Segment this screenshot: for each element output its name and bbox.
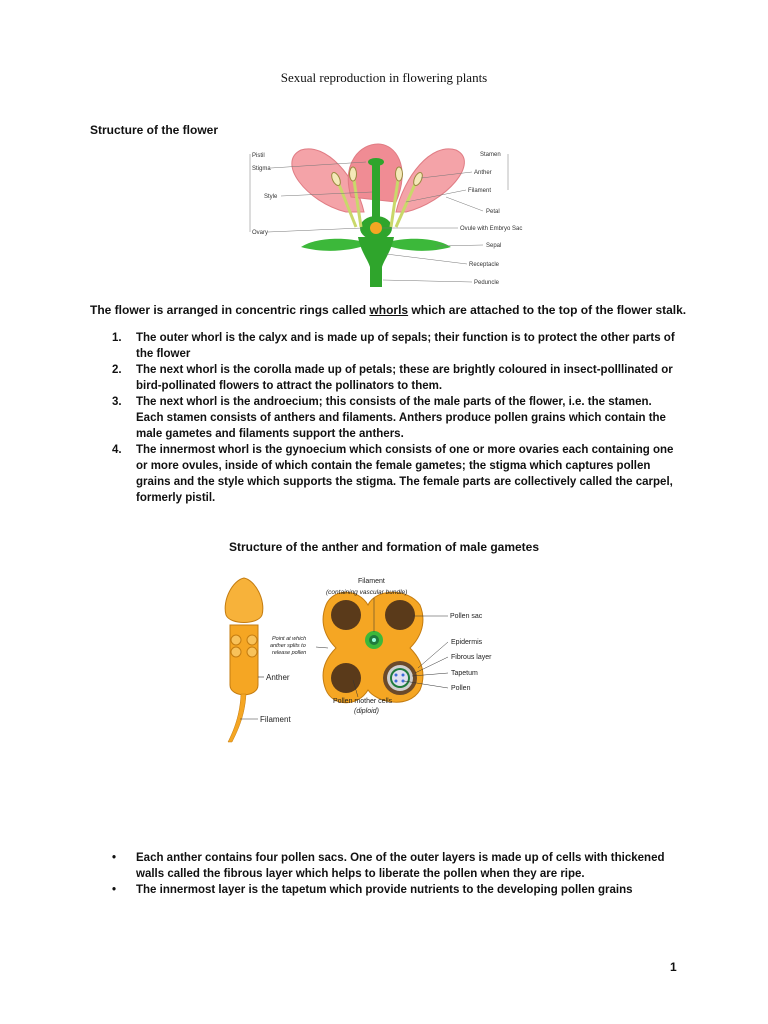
label-stigma: Stigma xyxy=(252,166,271,172)
label-filament: Filament xyxy=(260,715,291,724)
label-pistil: Pistil xyxy=(252,153,265,159)
label-epidermis: Epidermis xyxy=(451,639,483,646)
list-item: 3. The next whorl is the androecium; this consists of the male parts of the flower, i.e. the stamen. Each stamen consists of anthers and filaments. Anthers produce pollen grains which contain the male gametes and filaments support the anthers. xyxy=(112,396,666,440)
right-sepal xyxy=(388,239,451,251)
label-diploid: (diploid) xyxy=(354,708,379,715)
section-heading-anther: Structure of the anther and formation of male gametes xyxy=(228,540,540,554)
label-mother-cells: Pollen mother cells xyxy=(333,698,393,705)
label-style: Style xyxy=(264,194,278,200)
stigma xyxy=(368,158,384,166)
label-anther: Anther xyxy=(266,673,290,682)
list-item: 4. The innermost whorl is the gynoecium which consists of one or more ovaries each containing one or more ovules, inside of which contain the female gametes; the stigma which captures pollen grains and the style which supports the stigma. The female parts are collectively called the carpel, formerly pistil. xyxy=(112,444,674,504)
label-receptacle: Receptacle xyxy=(469,262,500,268)
flower-diagram xyxy=(246,142,523,292)
label-fibrous: Fibrous layer xyxy=(451,654,492,661)
label-ovary: Ovary xyxy=(252,230,269,236)
list-item: 1. The outer whorl is the calyx and is made up of sepals; their function is to protect the other parts of the flower xyxy=(112,332,675,360)
label-pollen: Pollen xyxy=(451,685,471,692)
label-filament: Filament xyxy=(468,188,492,194)
left-sepal xyxy=(301,239,364,251)
pollen-sac-tr xyxy=(385,600,415,630)
whorls-keyword: whorls xyxy=(369,303,409,317)
label-petal: Petal xyxy=(486,209,500,215)
anther-r1 xyxy=(396,167,403,181)
pollen-sac-bl xyxy=(331,663,361,693)
document-title: Sexual reproduction in flowering plants xyxy=(280,70,488,85)
label-pollen-sac: Pollen sac xyxy=(450,613,483,620)
label-split-2: anther splits to xyxy=(270,643,306,649)
list-item: • The innermost layer is the tapetum which provide nutrients to the developing pollen grains xyxy=(112,884,633,896)
list-item: • Each anther contains four pollen sacs. One of the outer layers is made up of cells with thickened walls called the fibrous layer which helps to liberate the pollen when they are ripe. xyxy=(112,852,665,880)
anther-bullet-list xyxy=(90,850,690,898)
label-split-3: release pollen xyxy=(272,650,307,656)
filament-3d xyxy=(228,694,246,742)
label-tapetum: Tapetum xyxy=(451,670,478,677)
anther-diagram xyxy=(208,570,528,750)
label-ovule: Ovule with Embryo Sac xyxy=(460,226,523,232)
receptacle xyxy=(358,237,394,287)
label-anther: Anther xyxy=(474,170,492,176)
label-filament-top: Filament xyxy=(358,578,385,585)
intro-paragraph: The flower is arranged in concentric rings called whorls which are attached to the top of the flower stalk. xyxy=(90,303,687,317)
section-heading-flower: Structure of the flower xyxy=(90,123,219,137)
label-stamen: Stamen xyxy=(480,152,501,158)
label-sepal: Sepal xyxy=(486,243,502,249)
pollen-sac-tl xyxy=(331,600,361,630)
list-item: 2. The next whorl is the corolla made up of petals; these are brightly coloured in insect-polllinated or bird-pollinated flowers to attract the pollinators to them. xyxy=(112,364,673,392)
whorl-list xyxy=(90,330,680,506)
page-number: 1 xyxy=(670,960,677,974)
label-peduncle: Peduncle xyxy=(474,280,500,286)
label-split-1: Point at which xyxy=(272,636,307,642)
ovule xyxy=(370,222,382,234)
style xyxy=(372,164,380,219)
anther-l2 xyxy=(350,167,357,181)
label-vascular: (containing vascular bundle) xyxy=(326,589,408,596)
